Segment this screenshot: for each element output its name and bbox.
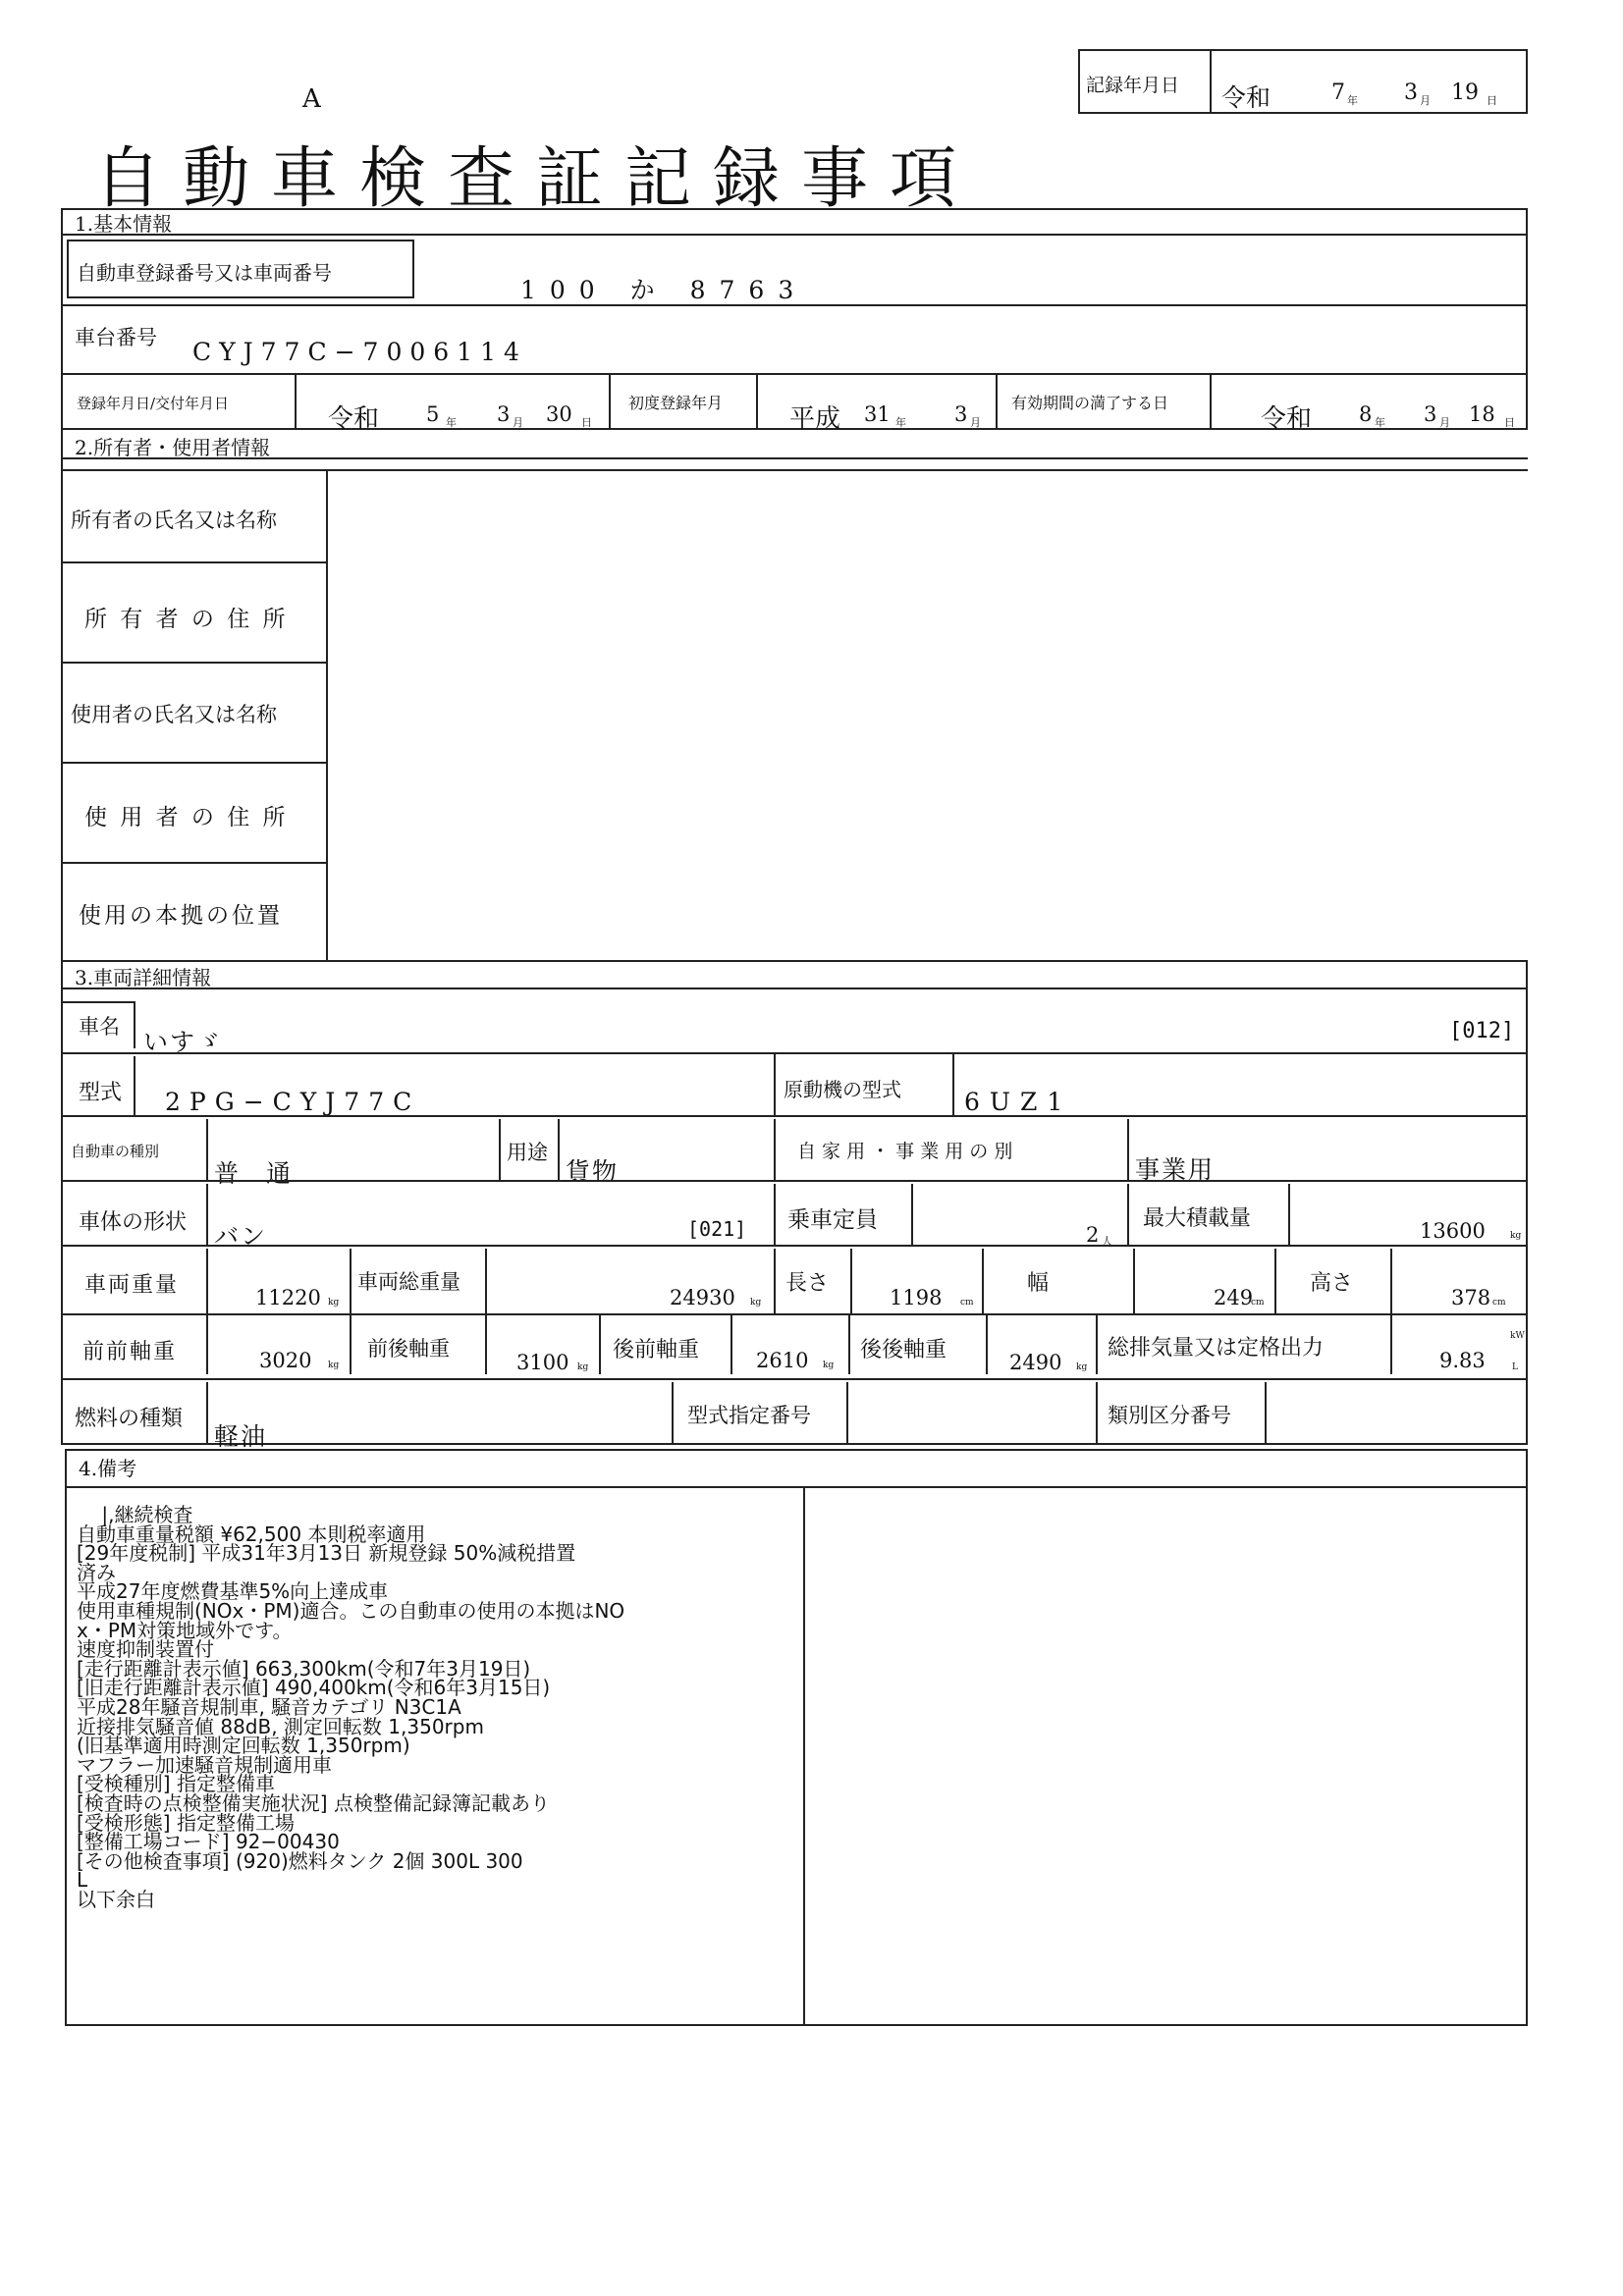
record-date-era: 令和 <box>1221 83 1271 112</box>
expiry-day: 18 <box>1469 402 1495 426</box>
length-value: 1198 <box>890 1286 943 1309</box>
unit-day: 日 <box>1504 416 1515 429</box>
chassis-label: 車台番号 <box>75 326 157 349</box>
model-value: 2PG−CYJ77C <box>165 1088 421 1116</box>
unit-l: L <box>1512 1362 1518 1372</box>
expiry-month: 3 <box>1424 402 1437 426</box>
unit-month: 月 <box>513 416 523 429</box>
unit-kg: kg <box>1076 1362 1088 1372</box>
fuel-label: 燃料の種類 <box>75 1407 184 1431</box>
unit-year: 年 <box>895 416 906 429</box>
first-reg-label: 初度登録年月 <box>628 394 724 412</box>
gross-weight-value: 24930 <box>670 1286 735 1309</box>
designation-label: 型式指定番号 <box>687 1404 811 1427</box>
reg-date-day: 30 <box>546 402 572 426</box>
remark-line: [走行距離計表示値] 663,300km(令和7年3月19日) <box>77 1656 531 1681</box>
record-date-year: 7 <box>1331 80 1345 105</box>
unit-month: 月 <box>970 416 981 429</box>
maker-value: いすゞ <box>143 1028 224 1056</box>
unit-year: 年 <box>1347 94 1358 107</box>
rr-axle-value: 2490 <box>1009 1351 1062 1374</box>
length-label: 長さ <box>785 1271 830 1296</box>
remark-line: (旧基準適用時測定回転数 1,350rpm) <box>77 1734 410 1758</box>
engine-label: 原動機の型式 <box>784 1078 901 1101</box>
remarks-list <box>77 1503 803 1911</box>
fr-axle-value: 3100 <box>516 1351 569 1374</box>
body-code: [021] <box>687 1217 747 1241</box>
expiry-label: 有効期間の満了する日 <box>1011 394 1169 412</box>
engine-value: 6UZ1 <box>964 1088 1073 1116</box>
maker-code: [012] <box>1449 1019 1515 1043</box>
unit-kw: kW <box>1510 1331 1525 1341</box>
first-reg-year: 31 <box>864 402 891 426</box>
unit-cm: cm <box>1251 1298 1265 1308</box>
remark-line: L <box>77 1868 88 1893</box>
remark-line: [整備工場コード] 92−00430 <box>77 1830 340 1854</box>
record-date-month: 3 <box>1404 80 1418 105</box>
fuel-value: 軽油 <box>214 1422 268 1451</box>
remark-line: x・PM対策地域外です。 <box>77 1618 293 1642</box>
owner-name-label: 所有者の氏名又は名称 <box>71 508 277 532</box>
remark-line: 平成28年騒音規制車, 騒音カテゴリ N3C1A <box>77 1694 461 1719</box>
displacement-value: 9.83 <box>1439 1349 1486 1372</box>
reg-date-month: 3 <box>497 402 511 426</box>
reg-date-year: 5 <box>426 402 440 426</box>
private-business-label: 自 家 用 ・ 事 業 用 の 別 <box>797 1141 1013 1162</box>
unit-kg: kg <box>328 1361 340 1370</box>
user-address-label: 使 用 者 の 住 所 <box>84 805 289 830</box>
unit-cm: cm <box>1492 1298 1506 1308</box>
first-reg-era: 平成 <box>789 404 841 434</box>
reg-number-label: 自動車登録番号又は車両番号 <box>77 261 332 285</box>
remark-line: マフラー加速騒音規制適用車 <box>77 1752 332 1777</box>
type-label: 自動車の種別 <box>71 1143 160 1160</box>
remark-line: [受検種別] 指定整備車 <box>77 1772 275 1796</box>
width-value: 249 <box>1214 1286 1254 1309</box>
remark-line: 近接排気騒音値 88dB, 測定回転数 1,350rpm <box>77 1714 484 1738</box>
expiry-year: 8 <box>1359 402 1373 426</box>
maker-label: 車名 <box>79 1015 120 1039</box>
unit-kg: kg <box>1510 1231 1522 1241</box>
reg-date-era: 令和 <box>328 404 380 434</box>
capacity-label: 乗車定員 <box>787 1207 878 1233</box>
unit-kg: kg <box>328 1298 340 1308</box>
corner-mark: A <box>302 84 321 114</box>
record-date-day: 19 <box>1451 80 1479 105</box>
user-name-label: 使用者の氏名又は名称 <box>71 703 277 726</box>
usage-value: 貨物 <box>566 1157 620 1186</box>
model-label: 型式 <box>79 1081 123 1105</box>
base-location-label: 使用の本拠の位置 <box>79 903 283 929</box>
unit-year: 年 <box>446 416 457 429</box>
unit-cm: cm <box>960 1298 974 1308</box>
category-label: 類別区分番号 <box>1108 1404 1231 1427</box>
width-label: 幅 <box>1027 1271 1050 1296</box>
rf-axle-value: 2610 <box>756 1349 809 1372</box>
remark-line: [その他検査事項] (920)燃料タンク 2個 300L 300 <box>77 1848 523 1873</box>
max-load-label: 最大積載量 <box>1143 1206 1252 1231</box>
private-business-value: 事業用 <box>1135 1155 1216 1184</box>
remark-line: |,継続検査 <box>77 1503 193 1526</box>
remark-line: 自動車重量税額 ¥62,500 本則税率適用 <box>77 1522 426 1546</box>
rr-axle-label: 後後軸重 <box>860 1338 947 1362</box>
remark-line: 以下余白 <box>77 1887 155 1911</box>
chassis-value: CYJ77C−7006114 <box>192 338 527 366</box>
remark-line: 速度抑制装置付 <box>77 1637 214 1662</box>
usage-label: 用途 <box>507 1141 548 1164</box>
first-reg-month: 3 <box>954 402 968 426</box>
unit-kg: kg <box>750 1298 762 1308</box>
record-date-label: 記録年月日 <box>1086 75 1180 96</box>
rf-axle-label: 後前軸重 <box>613 1338 700 1362</box>
unit-month: 月 <box>1439 416 1450 429</box>
remark-line: [検査時の点検整備実施状況] 点検整備記録簿記載あり <box>77 1790 550 1815</box>
ff-axle-value: 3020 <box>259 1349 312 1372</box>
unit-day: 日 <box>581 416 592 429</box>
owner-address-label: 所 有 者 の 住 所 <box>84 607 289 632</box>
remark-line: 使用車種規制(NOx・PM)適合。この自動車の使用の本拠はNO <box>77 1598 625 1623</box>
remark-line: 平成27年度燃費基準5%向上達成車 <box>77 1579 389 1604</box>
body-value: バン <box>214 1222 268 1251</box>
remark-line: [受検形態] 指定整備工場 <box>77 1810 295 1835</box>
unit-person: 人 <box>1102 1235 1112 1248</box>
expiry-era: 令和 <box>1261 404 1313 434</box>
unit-kg: kg <box>577 1362 589 1372</box>
section1-heading: 1.基本情報 <box>75 212 173 236</box>
unit-kg: kg <box>823 1361 835 1370</box>
unit-month: 月 <box>1420 94 1431 107</box>
max-load-value: 13600 <box>1420 1219 1486 1243</box>
remark-line: [29年度税制] 平成31年3月13日 新規登録 50%減税措置 <box>77 1541 576 1566</box>
reg-date-label: 登録年月日/交付年月日 <box>77 395 230 412</box>
unit-year: 年 <box>1375 416 1385 429</box>
height-value: 378 <box>1451 1286 1491 1309</box>
displacement-label: 総排気量又は定格出力 <box>1108 1336 1325 1361</box>
height-label: 高さ <box>1310 1271 1354 1296</box>
weight-value: 11220 <box>255 1286 321 1309</box>
weight-label: 車両重量 <box>84 1273 180 1298</box>
ff-axle-label: 前前軸重 <box>82 1340 178 1364</box>
gross-weight-label: 車両総重量 <box>357 1270 460 1294</box>
unit-day: 日 <box>1487 94 1497 107</box>
section2-heading: 2.所有者・使用者情報 <box>75 436 271 459</box>
section3-heading: 3.車両詳細情報 <box>75 966 212 989</box>
section4-heading: 4.備考 <box>79 1457 137 1480</box>
capacity-value: 2 <box>1086 1223 1100 1247</box>
remark-line: 済み <box>77 1560 116 1584</box>
page-title: 自動車検査証記録事項 <box>94 140 979 218</box>
reg-number-value: 100 か 8763 <box>520 276 808 304</box>
remark-line: [旧走行距離計表示値] 490,400km(令和6年3月15日) <box>77 1676 551 1700</box>
type-value: 普 通 <box>214 1159 300 1188</box>
body-label: 車体の形状 <box>79 1210 188 1235</box>
fr-axle-label: 前後軸重 <box>367 1337 450 1361</box>
